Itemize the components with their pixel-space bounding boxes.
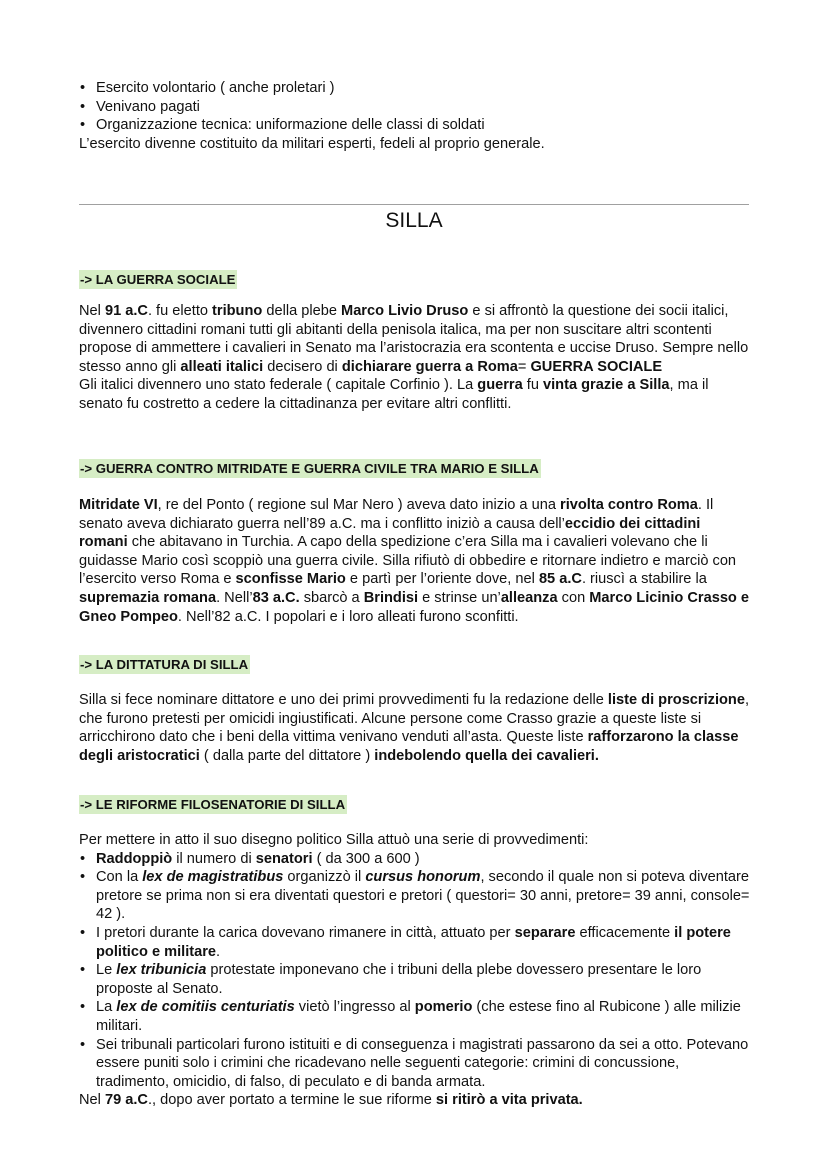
paragraph: Gli italici divennero uno stato federale ( capitale Corfinio ). La guerra fu vinta grazie a Silla, ma il senato fu costretto a cedere la cittadinanza per evitare altri conflitti. xyxy=(79,377,709,412)
intro-bullet: • Venivano pagati xyxy=(79,98,751,117)
paragraph: Nel 91 a.C. fu eletto tribuno della plebe Marco Livio Druso e si affrontò la questione dei socii italici, divennero cittadini romani tutti gli abitanti della penisola italica, ma per non suscitare altri scontenti propose di ammettere i cavalieri in Senato ma l’aristocrazia era scontenta e uccise Druso. Sempre nello stesso anno gli alleati italici decisero di dichiarare guerra a Roma= GUERRA SOCIALE xyxy=(79,303,749,375)
section-body-riforme xyxy=(79,831,751,1110)
paragraph: Mitridate VI, re del Ponto ( regione sul Mar Nero ) aveva dato inizio a una rivolta contro Roma. Il senato aveva dichiarato guerra nell’89 a.C. ma i conflitto iniziò a causa dell’eccidio dei cittadini romani che abitavano in Turchia. A capo della spedizione c’era Silla ma i cavalieri volevano che li guidasse Mario così scoppiò una guerra civile. Silla rifiutò di obbedire e ritornare indietro e marciò con l’esercito verso Roma e sconfisse Mario e partì per l’oriente dove, nel 85 a.C. riuscì a stabilire la supremazia romana. Nell’83 a.C. sbarcò a Brindisi e strinse un’alleanza con Marco Licinio Crasso e Gneo Pompeo. Nell’82 a.C. I popolari e i loro alleati furono sconfitti. xyxy=(79,497,750,625)
section-heading-mitridate: -> GUERRA CONTRO MITRIDATE E GUERRA CIVILE TRA MARIO E SILLA xyxy=(80,461,539,476)
reform-bullet: • Raddoppiò il numero di senatori ( da 300 a 600 ) xyxy=(79,850,751,869)
reform-bullet: • I pretori durante la carica dovevano rimanere in città, attuato per separare efficacemente il potere politico e militare. xyxy=(79,924,751,961)
reform-bullet: • Con la lex de magistratibus organizzò il cursus honorum, secondo il quale non si poteva diventare pretore se prima non si era diventati questori e pretori ( questori= 30 anni, pretore= 39 anni, console= 42 ). xyxy=(79,868,751,924)
section-body-guerra-sociale xyxy=(79,302,751,414)
section-heading-guerra-sociale: -> LA GUERRA SOCIALE xyxy=(80,272,236,287)
paragraph: Per mettere in atto il suo disegno politico Silla attuò una serie di provvedimenti: xyxy=(79,832,589,848)
section-body-mitridate xyxy=(79,496,751,626)
reform-bullet: • La lex de comitiis centuriatis vietò l’ingresso al pomerio (che estese fino al Rubicone ) alle milizie militari. xyxy=(79,998,751,1035)
page-title: SILLA xyxy=(385,209,443,232)
reform-bullet: • Le lex tribunicia protestate imponevano che i tribuni della plebe dovessero presentare le loro proposte al Senato. xyxy=(79,961,751,998)
paragraph: Silla si fece nominare dittatore e uno dei primi provvedimenti fu la redazione delle liste di proscrizione, che furono pretesti per omicidi ingiustificati. Alcune persone come Crasso grazie a queste liste si arricchirono dato che i beni della vittima venivano venduti all’asta. Queste liste rafforzarono la classe degli aristocratici ( dalla parte del dittatore ) indebolendo quella dei cavalieri. xyxy=(79,692,750,764)
section-body-dittatura xyxy=(79,691,751,765)
intro-bullet: • Organizzazione tecnica: uniformazione delle classi di soldati xyxy=(79,116,751,135)
closing-paragraph: Nel 79 a.C., dopo aver portato a termine le sue riforme si ritirò a vita privata. xyxy=(79,1092,583,1109)
section-heading-dittatura: -> LA DITTATURA DI SILLA xyxy=(80,657,249,672)
intro-conclusion: L’esercito divenne costituito da militari esperti, fedeli al proprio generale. xyxy=(79,135,545,152)
intro-bullet: • Esercito volontario ( anche proletari ) xyxy=(79,79,751,98)
horizontal-rule xyxy=(79,204,749,205)
reform-bullet: • Sei tribunali particolari furono istituiti e di conseguenza i magistrati passarono da sei a otto. Potevano essere puniti solo i crimini che ricadevano nelle seguenti categorie: crimini di concussione, tradimento, omicidio, di falso, di peculato e di banda armata. xyxy=(79,1036,751,1092)
intro-block xyxy=(79,79,751,153)
reform-bullet-list xyxy=(79,850,751,1092)
intro-bullet-list xyxy=(79,79,751,135)
section-heading-riforme: -> LE RIFORME FILOSENATORIE DI SILLA xyxy=(80,797,346,812)
